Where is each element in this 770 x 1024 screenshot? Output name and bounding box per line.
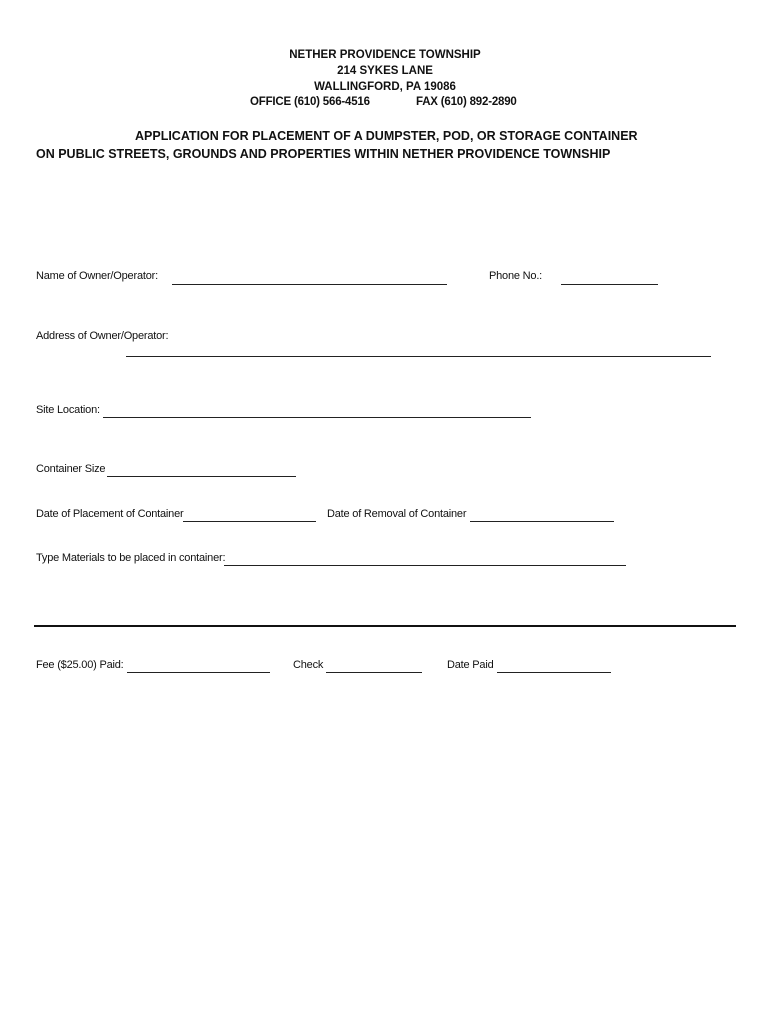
date-paid-label: Date Paid <box>447 659 494 671</box>
placement-date-label: Date of Placement of Container <box>36 508 184 520</box>
removal-date-field[interactable] <box>470 521 614 522</box>
owner-address-field[interactable] <box>126 356 711 357</box>
township-street: 214 SYKES LANE <box>337 65 433 77</box>
date-paid-field[interactable] <box>497 672 611 673</box>
site-location-label: Site Location: <box>36 404 100 416</box>
check-label: Check <box>293 659 324 671</box>
materials-label: Type Materials to be placed in container: <box>36 552 226 564</box>
phone-label: Phone No.: <box>489 270 543 282</box>
fee-paid-label: Fee ($25.00) Paid: <box>36 659 124 671</box>
fee-paid-field[interactable] <box>127 672 270 673</box>
container-size-label: Container Size <box>36 463 106 475</box>
form-title-line-1: APPLICATION FOR PLACEMENT OF A DUMPSTER, POD, OR STORAGE CONTAINER <box>135 129 638 143</box>
check-field[interactable] <box>326 672 422 673</box>
container-size-field[interactable] <box>107 476 296 477</box>
phone-field[interactable] <box>561 284 658 285</box>
owner-name-label: Name of Owner/Operator: <box>36 270 158 282</box>
materials-field[interactable] <box>224 565 626 566</box>
fax-number: FAX (610) 892-2890 <box>416 96 517 108</box>
owner-name-field[interactable] <box>172 284 447 285</box>
office-phone: OFFICE (610) 566-4516 <box>250 96 370 108</box>
removal-date-label: Date of Removal of Container <box>327 508 467 520</box>
section-divider <box>34 625 736 627</box>
placement-date-field[interactable] <box>183 521 316 522</box>
site-location-field[interactable] <box>103 417 531 418</box>
owner-address-label: Address of Owner/Operator: <box>36 330 169 342</box>
form-title-line-2: ON PUBLIC STREETS, GROUNDS AND PROPERTIES WITHIN NETHER PROVIDENCE TOWNSHIP <box>36 147 611 161</box>
township-city: WALLINGFORD, PA 19086 <box>314 81 456 93</box>
township-name: NETHER PROVIDENCE TOWNSHIP <box>289 49 481 61</box>
